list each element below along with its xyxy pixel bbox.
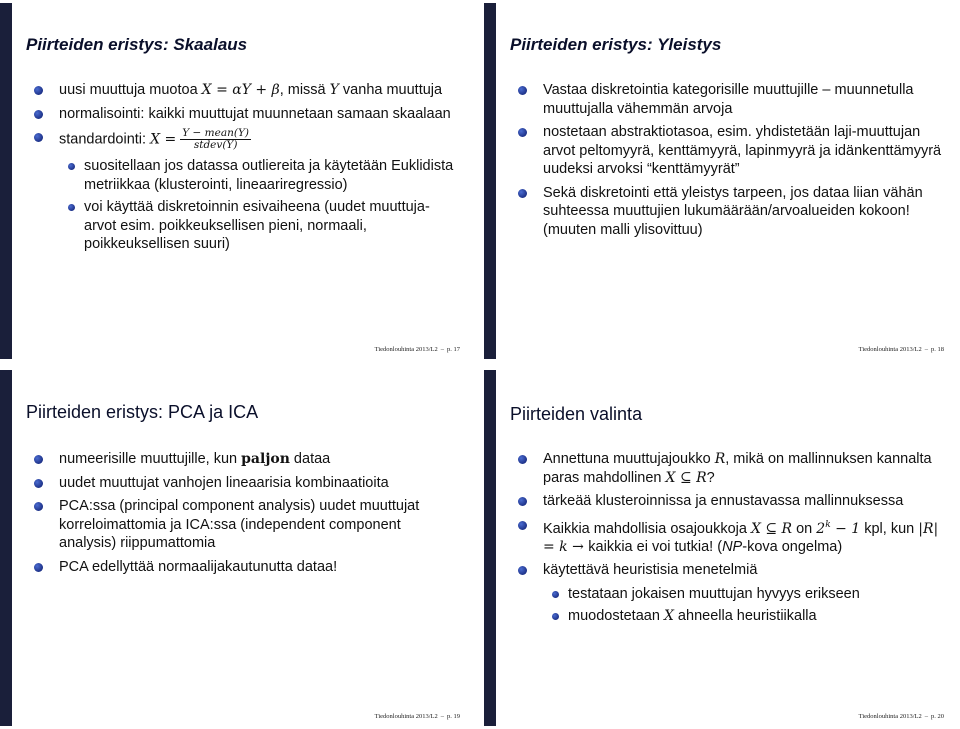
sub-bullet-item: voi käyttää diskretoinnin esivaiheena (uudet muuttuja-arvot esim. poikkeuksellisen pieni, normaali, poikkeuksellisen suuri) — [26, 198, 458, 254]
slide-sidebar — [484, 370, 496, 726]
sub-bullet-item: muodostetaan X ahneella heuristiikalla — [510, 607, 942, 626]
sub-bullet-icon — [68, 204, 75, 211]
slide-17 — [0, 3, 470, 359]
slide-sidebar — [0, 3, 12, 359]
bullet-item: uudet muuttujat vanhojen lineaarisia kombinaatioita — [26, 474, 458, 493]
slide-body — [26, 81, 458, 258]
bullet-item: käytettävä heuristisia menetelmiä — [510, 561, 942, 580]
bullet-item: normalisointi: kaikki muuttujat muunnetaan samaan skaalaan — [26, 105, 458, 124]
bullet-icon — [34, 86, 43, 95]
slide-20 — [484, 370, 954, 726]
bullet-icon — [518, 189, 527, 198]
slide-19 — [0, 370, 470, 726]
bullet-icon — [518, 86, 527, 95]
slide-sidebar — [0, 370, 12, 726]
bullet-icon — [34, 479, 43, 488]
standardization-fraction: $\frac{\text{Y − mean(Y)}}{\text{stdev(Y)}}$ — [182, 127, 250, 151]
bullet-item: Vastaa diskretointia kategorisille muuttujille – muunnetulla muuttujalla vähemmän arvoja — [510, 81, 942, 118]
bullet-item: Sekä diskretointi että yleistys tarpeen, jos dataa liian vähän suhteessa muuttujien lukumäärään/arvoalueiden kokoon! (muuten malli ylisovittuu) — [510, 184, 942, 240]
bullet-icon — [34, 502, 43, 511]
bullet-item: standardointi: X = $\frac{\text{Y − mean(Y)}}{\text{stdev(Y)}}$ — [26, 128, 458, 151]
slide-footer: Tiedonlouhinta 2013/L2 – p. 18 — [858, 346, 944, 353]
bullet-icon — [518, 521, 527, 530]
slide-footer: Tiedonlouhinta 2013/L2 – p. 19 — [374, 713, 460, 720]
slide-sidebar — [484, 3, 496, 359]
slide-title: Piirteiden eristys: Skaalaus — [26, 35, 248, 54]
sub-bullet-icon — [552, 591, 559, 598]
bullet-item: Kaikkia mahdollisia osajoukkoja X ⊆ R on $2^k - 1$ kpl, kun |R| = k → kaikkia ei voi tutkia! (NP-kova ongelma) — [510, 516, 942, 557]
slide-body — [510, 81, 942, 244]
bullet-icon — [518, 566, 527, 575]
bullet-icon — [34, 133, 43, 142]
bullet-icon — [34, 455, 43, 464]
sub-bullet-item: testataan jokaisen muuttujan hyvyys erikseen — [510, 585, 942, 604]
slide-body — [510, 450, 942, 630]
bullet-icon — [518, 128, 527, 137]
sub-bullet-icon — [68, 163, 75, 170]
bullet-item: uusi muuttuja muotoa X = αY + β, missä Y vanha muuttuja — [26, 81, 458, 100]
sub-bullet-item: suositellaan jos datassa outliereita ja käytetään Euklidista metriikkaa (klusterointi, lineaariregressio) — [26, 157, 458, 194]
slide-18 — [484, 3, 954, 359]
slide-title: Piirteiden eristys: Yleistys — [510, 35, 722, 54]
slide-footer: Tiedonlouhinta 2013/L2 – p. 20 — [858, 713, 944, 720]
bullet-icon — [34, 110, 43, 119]
sub-bullet-icon — [552, 613, 559, 620]
bullet-icon — [34, 563, 43, 572]
slide-body — [26, 450, 458, 581]
bullet-item: numeerisille muuttujille, kun paljon dataa — [26, 450, 458, 469]
bullet-item: Annettuna muuttujajoukko R, mikä on mallinnuksen kannalta paras mahdollinen X ⊆ R? — [510, 450, 942, 487]
bullet-icon — [518, 455, 527, 464]
slide-footer: Tiedonlouhinta 2013/L2 – p. 17 — [374, 346, 460, 353]
bullet-item: tärkeää klusteroinnissa ja ennustavassa mallinnuksessa — [510, 492, 942, 511]
bullet-item: PCA:ssa (principal component analysis) uudet muuttujat korreloimattomia ja ICA:ssa (independent component analysis) riippumattomia — [26, 497, 458, 553]
bullet-item: PCA edellyttää normaalijakautunutta dataa! — [26, 558, 458, 577]
bullet-item: nostetaan abstraktiotasoa, esim. yhdistetään laji-muuttujan arvot peltomyyrä, kenttämyyrä, lapinmyyrä ja idänkenttämyyrä uudeksi arvoksi “kenttämyyrät” — [510, 123, 942, 179]
slide-title: Piirteiden eristys: PCA ja ICA — [26, 402, 259, 422]
bullet-icon — [518, 497, 527, 506]
slide-title: Piirteiden valinta — [510, 404, 643, 424]
